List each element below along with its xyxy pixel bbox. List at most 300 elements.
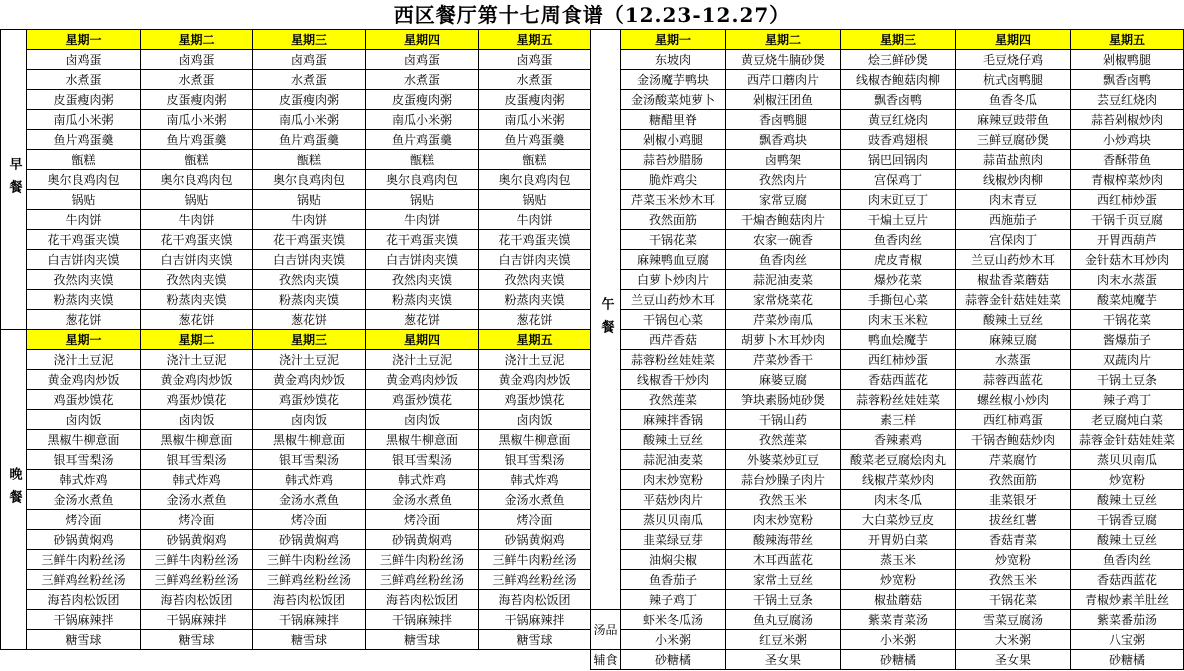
lunch-item: 芹菜腐竹 <box>955 449 1071 470</box>
breakfast-day-header: 星期四 <box>365 29 479 50</box>
soup-item: 八宝粥 <box>1070 629 1184 650</box>
lunch-item: 蒜蓉粉丝娃娃菜 <box>840 389 956 410</box>
breakfast-item: 花干鸡蛋夹馍 <box>26 229 141 250</box>
lunch-item: 西芹香菇 <box>620 329 726 350</box>
lunch-item: 家常豆腐 <box>725 189 841 210</box>
dinner-item: 海苔肉松饭团 <box>252 589 366 610</box>
dinner-item: 浇汁土豆泥 <box>140 349 253 370</box>
breakfast-item: 鱼片鸡蛋羹 <box>252 129 366 150</box>
lunch-item: 肉末水蒸蛋 <box>1070 269 1184 290</box>
dinner-item: 卤肉饭 <box>365 409 479 430</box>
lunch-item: 双蔬肉片 <box>1070 349 1184 370</box>
dinner-item: 三鲜牛肉粉丝汤 <box>140 549 253 570</box>
lunch-item: 干煸土豆片 <box>840 209 956 230</box>
dinner-item: 三鲜鸡丝粉丝汤 <box>26 569 141 590</box>
lunch-item: 干锅包心菜 <box>620 309 726 330</box>
soup-item: 大米粥 <box>955 629 1071 650</box>
lunch-item: 炒宽粉 <box>840 569 956 590</box>
lunch-item: 麻辣鸭血豆腐 <box>620 249 726 270</box>
lunch-item: 黄豆烧牛腩砂煲 <box>725 49 841 70</box>
dinner-item: 海苔肉松饭团 <box>365 589 479 610</box>
dinner-item: 黄金鸡肉炒饭 <box>478 369 591 390</box>
lunch-item: 鱼香肉丝 <box>840 229 956 250</box>
lunch-item: 蒸贝贝南瓜 <box>1070 449 1184 470</box>
lunch-item: 西芹口蘑肉片 <box>725 69 841 90</box>
breakfast-item: 锅贴 <box>478 189 591 210</box>
breakfast-item: 葱花饼 <box>365 309 479 330</box>
dinner-item: 糖雪球 <box>478 629 591 650</box>
lunch-item: 干锅香豆腐 <box>1070 509 1184 530</box>
dinner-item: 浇汁土豆泥 <box>26 349 141 370</box>
lunch-item: 剁椒鸭腿 <box>1070 49 1184 70</box>
breakfast-day-header: 星期一 <box>26 29 141 50</box>
dinner-item: 三鲜牛肉粉丝汤 <box>365 549 479 570</box>
lunch-item: 鱼香肉丝 <box>725 249 841 270</box>
lunch-item: 孜然面筋 <box>620 209 726 230</box>
dinner-item: 黄金鸡肉炒饭 <box>365 369 479 390</box>
lunch-item: 剁椒小鸡腿 <box>620 129 726 150</box>
lunch-item: 大白菜炒豆皮 <box>840 509 956 530</box>
lunch-item: 干锅千页豆腐 <box>1070 209 1184 230</box>
dinner-item: 黑椒牛柳意面 <box>365 429 479 450</box>
dinner-day-header: 星期一 <box>26 329 141 350</box>
lunch-item: 香菇西蓝花 <box>1070 569 1184 590</box>
dinner-item: 砂锅黄焖鸡 <box>365 529 479 550</box>
dinner-item: 鸡蛋炒馍花 <box>478 389 591 410</box>
dinner-item: 三鲜鸡丝粉丝汤 <box>140 569 253 590</box>
breakfast-item: 南瓜小米粥 <box>478 109 591 130</box>
soup-item: 小米粥 <box>840 629 956 650</box>
dinner-item: 韩式炸鸡 <box>252 469 366 490</box>
dinner-item: 浇汁土豆泥 <box>365 349 479 370</box>
lunch-item: 酸辣土豆丝 <box>955 309 1071 330</box>
lunch-item: 木耳西蓝花 <box>725 549 841 570</box>
breakfast-item: 葱花饼 <box>26 309 141 330</box>
lunch-item: 酱爆茄子 <box>1070 329 1184 350</box>
breakfast-item: 白吉饼肉夹馍 <box>478 249 591 270</box>
lunch-item: 胡萝卜木耳炒肉 <box>725 329 841 350</box>
lunch-item: 爆炒花菜 <box>840 269 956 290</box>
dinner-item: 卤肉饭 <box>26 409 141 430</box>
breakfast-item: 南瓜小米粥 <box>365 109 479 130</box>
breakfast-item: 奥尔良鸡肉包 <box>26 169 141 190</box>
breakfast-item: 甑糕 <box>365 149 479 170</box>
breakfast-item: 孜然肉夹馍 <box>478 269 591 290</box>
dinner-item: 三鲜牛肉粉丝汤 <box>478 549 591 570</box>
lunch-item: 青椒炒素羊肚丝 <box>1070 589 1184 610</box>
lunch-item: 飘香鸡块 <box>725 129 841 150</box>
breakfast-dinner-table <box>0 29 591 650</box>
breakfast-item: 葱花饼 <box>140 309 253 330</box>
dinner-item: 糖雪球 <box>26 629 141 650</box>
lunch-item: 香辣素鸡 <box>840 429 956 450</box>
breakfast-item: 葱花饼 <box>252 309 366 330</box>
breakfast-item: 孜然肉夹馍 <box>140 269 253 290</box>
lunch-day-header: 星期五 <box>1070 29 1184 50</box>
lunch-item: 肉末豇豆丁 <box>840 189 956 210</box>
lunch-day-header: 星期三 <box>840 29 956 50</box>
lunch-item: 肉末玉米粒 <box>840 309 956 330</box>
breakfast-item: 牛肉饼 <box>252 209 366 230</box>
dinner-item: 黄金鸡肉炒饭 <box>140 369 253 390</box>
breakfast-item: 水煮蛋 <box>26 69 141 90</box>
breakfast-day-header: 星期二 <box>140 29 253 50</box>
breakfast-item: 卤鸡蛋 <box>365 49 479 70</box>
breakfast-item: 水煮蛋 <box>365 69 479 90</box>
soup-item: 紫菜番茄汤 <box>1070 609 1184 630</box>
breakfast-item: 皮蛋瘦肉粥 <box>26 89 141 110</box>
dinner-item: 干锅麻辣拌 <box>478 609 591 630</box>
lunch-item: 家常土豆丝 <box>725 569 841 590</box>
lunch-item: 蒜泥油麦菜 <box>725 269 841 290</box>
breakfast-item: 鱼片鸡蛋羹 <box>478 129 591 150</box>
breakfast-item: 甑糕 <box>26 149 141 170</box>
dinner-item: 浇汁土豆泥 <box>478 349 591 370</box>
lunch-item: 干锅土豆条 <box>1070 369 1184 390</box>
lunch-item: 杭式卤鸭腿 <box>955 69 1071 90</box>
lunch-item: 外婆菜炒豇豆 <box>725 449 841 470</box>
breakfast-item: 牛肉饼 <box>26 209 141 230</box>
lunch-item: 蒜台炒臊子肉片 <box>725 469 841 490</box>
lunch-item: 线椒炒肉柳 <box>955 169 1071 190</box>
lunch-item: 蒜蓉金针菇娃娃菜 <box>955 289 1071 310</box>
lunch-item: 剁椒汪团鱼 <box>725 89 841 110</box>
breakfast-item: 粉蒸肉夹馍 <box>365 289 479 310</box>
lunch-item: 油焖尖椒 <box>620 549 726 570</box>
breakfast-item: 葱花饼 <box>478 309 591 330</box>
lunch-item: 宫保肉丁 <box>955 229 1071 250</box>
dinner-day-header: 星期三 <box>252 329 366 350</box>
dinner-item: 烤冷面 <box>252 509 366 530</box>
lunch-item: 肉末炒宽粉 <box>725 509 841 530</box>
meal-label-dinner-text: 晚餐 <box>6 466 22 513</box>
breakfast-item: 皮蛋瘦肉粥 <box>478 89 591 110</box>
meal-label-breakfast <box>0 29 27 330</box>
soup-item: 虾米冬瓜汤 <box>620 609 726 630</box>
dinner-item: 砂锅黄焖鸡 <box>252 529 366 550</box>
dinner-item: 糖雪球 <box>252 629 366 650</box>
lunch-item: 飘香卤鸭 <box>1070 69 1184 90</box>
dinner-day-header: 星期五 <box>478 329 591 350</box>
lunch-item: 三鲜豆腐砂煲 <box>955 129 1071 150</box>
dinner-item: 鸡蛋炒馍花 <box>140 389 253 410</box>
dinner-item: 黄金鸡肉炒饭 <box>26 369 141 390</box>
meal-label-breakfast-text: 早餐 <box>6 156 22 203</box>
breakfast-item: 甑糕 <box>478 149 591 170</box>
dinner-day-header: 星期四 <box>365 329 479 350</box>
dinner-item: 浇汁土豆泥 <box>252 349 366 370</box>
lunch-item: 芹菜炒南瓜 <box>725 309 841 330</box>
dinner-item: 金汤水煮鱼 <box>252 489 366 510</box>
lunch-item: 黄豆红烧肉 <box>840 109 956 130</box>
lunch-item: 干锅杏鲍菇炒肉 <box>955 429 1071 450</box>
dinner-item: 海苔肉松饭团 <box>140 589 253 610</box>
lunch-item: 农家一碗香 <box>725 229 841 250</box>
lunch-item: 蒸玉米 <box>840 549 956 570</box>
breakfast-item: 卤鸡蛋 <box>140 49 253 70</box>
breakfast-item: 锅贴 <box>140 189 253 210</box>
dinner-item: 黑椒牛柳意面 <box>478 429 591 450</box>
soup-item: 小米粥 <box>620 629 726 650</box>
lunch-item: 毛豆烧仔鸡 <box>955 49 1071 70</box>
lunch-item: 白萝卜炒肉片 <box>620 269 726 290</box>
side-item: 砂糖橘 <box>1070 649 1184 670</box>
breakfast-item: 奥尔良鸡肉包 <box>478 169 591 190</box>
lunch-item: 酸菜老豆腐烩肉丸 <box>840 449 956 470</box>
lunch-item: 香卤鸭腿 <box>725 109 841 130</box>
breakfast-item: 锅贴 <box>26 189 141 210</box>
lunch-item: 芸豆红烧肉 <box>1070 89 1184 110</box>
lunch-item: 脆炸鸡尖 <box>620 169 726 190</box>
lunch-item: 芹菜玉米炒木耳 <box>620 189 726 210</box>
breakfast-item: 鱼片鸡蛋羹 <box>365 129 479 150</box>
lunch-item: 蒜蓉粉丝娃娃菜 <box>620 349 726 370</box>
lunch-item: 锅巴回锅肉 <box>840 149 956 170</box>
breakfast-item: 水煮蛋 <box>140 69 253 90</box>
dinner-item: 鸡蛋炒馍花 <box>26 389 141 410</box>
lunch-item: 鱼香冬瓜 <box>955 89 1071 110</box>
breakfast-item: 南瓜小米粥 <box>26 109 141 130</box>
breakfast-item: 粉蒸肉夹馍 <box>252 289 366 310</box>
lunch-item: 酸辣土豆丝 <box>1070 489 1184 510</box>
dinner-item: 金汤水煮鱼 <box>365 489 479 510</box>
lunch-item: 西红柿炒蛋 <box>1070 189 1184 210</box>
breakfast-item: 白吉饼肉夹馍 <box>140 249 253 270</box>
soup-item: 雪菜豆腐汤 <box>955 609 1071 630</box>
dinner-item: 卤肉饭 <box>478 409 591 430</box>
dinner-item: 干锅麻辣拌 <box>140 609 253 630</box>
lunch-item: 西红柿鸡蛋 <box>955 409 1071 430</box>
lunch-item: 香酥带鱼 <box>1070 149 1184 170</box>
breakfast-item: 皮蛋瘦肉粥 <box>252 89 366 110</box>
lunch-item: 鱼香肉丝 <box>1070 549 1184 570</box>
dinner-item: 韩式炸鸡 <box>365 469 479 490</box>
lunch-item: 干锅花菜 <box>955 589 1071 610</box>
lunch-day-header: 星期一 <box>620 29 726 50</box>
lunch-item: 老豆腐炖白菜 <box>1070 409 1184 430</box>
breakfast-item: 孜然肉夹馍 <box>26 269 141 290</box>
breakfast-item: 水煮蛋 <box>252 69 366 90</box>
lunch-item: 素三样 <box>840 409 956 430</box>
lunch-item: 干煸杏鲍菇肉片 <box>725 209 841 230</box>
breakfast-item: 花干鸡蛋夹馍 <box>252 229 366 250</box>
dinner-item: 海苔肉松饭团 <box>26 589 141 610</box>
dinner-item: 鸡蛋炒馍花 <box>252 389 366 410</box>
dinner-item: 银耳雪梨汤 <box>478 449 591 470</box>
lunch-item: 辣子鸡丁 <box>620 589 726 610</box>
breakfast-item: 粉蒸肉夹馍 <box>26 289 141 310</box>
dinner-item: 海苔肉松饭团 <box>478 589 591 610</box>
lunch-item: 麻婆豆腐 <box>725 369 841 390</box>
breakfast-item: 牛肉饼 <box>478 209 591 230</box>
lunch-table <box>590 29 1184 670</box>
lunch-item: 兰豆山药炒木耳 <box>955 249 1071 270</box>
breakfast-item: 皮蛋瘦肉粥 <box>140 89 253 110</box>
lunch-item: 卤鸭架 <box>725 149 841 170</box>
breakfast-item: 皮蛋瘦肉粥 <box>365 89 479 110</box>
lunch-item: 拔丝红薯 <box>955 509 1071 530</box>
lunch-item: 辣子鸡丁 <box>1070 389 1184 410</box>
dinner-item: 银耳雪梨汤 <box>140 449 253 470</box>
lunch-item: 螺丝椒小炒肉 <box>955 389 1071 410</box>
dinner-item: 干锅麻辣拌 <box>26 609 141 630</box>
dinner-item: 黄金鸡肉炒饭 <box>252 369 366 390</box>
dinner-item: 三鲜鸡丝粉丝汤 <box>478 569 591 590</box>
side-item: 圣女果 <box>725 649 841 670</box>
lunch-item: 东坡肉 <box>620 49 726 70</box>
lunch-item: 干锅山药 <box>725 409 841 430</box>
breakfast-item: 甑糕 <box>252 149 366 170</box>
dinner-item: 金汤水煮鱼 <box>140 489 253 510</box>
breakfast-item: 孜然肉夹馍 <box>365 269 479 290</box>
dinner-item: 三鲜鸡丝粉丝汤 <box>365 569 479 590</box>
lunch-item: 麻辣拌香锅 <box>620 409 726 430</box>
meal-label-dinner <box>0 329 27 650</box>
breakfast-item: 卤鸡蛋 <box>26 49 141 70</box>
lunch-item: 虎皮青椒 <box>840 249 956 270</box>
lunch-item: 韭菜银牙 <box>955 489 1071 510</box>
lunch-item: 笋块素肠炖砂煲 <box>725 389 841 410</box>
lunch-item: 开胃西葫芦 <box>1070 229 1184 250</box>
dinner-item: 三鲜牛肉粉丝汤 <box>26 549 141 570</box>
lunch-item: 椒盐蘑菇 <box>840 589 956 610</box>
lunch-item: 平菇炒肉片 <box>620 489 726 510</box>
breakfast-item: 锅贴 <box>365 189 479 210</box>
meal-label-soup: 汤品 <box>590 609 621 650</box>
lunch-item: 西红柿炒蛋 <box>840 349 956 370</box>
breakfast-item: 粉蒸肉夹馍 <box>140 289 253 310</box>
breakfast-item: 奥尔良鸡肉包 <box>252 169 366 190</box>
dinner-item: 银耳雪梨汤 <box>252 449 366 470</box>
breakfast-day-header: 星期三 <box>252 29 366 50</box>
lunch-item: 孜然莲菜 <box>620 389 726 410</box>
meal-label-lunch-text: 午餐 <box>598 296 614 343</box>
lunch-item: 线椒杏鲍菇肉柳 <box>840 69 956 90</box>
lunch-item: 开胃奶白菜 <box>840 529 956 550</box>
soup-item: 红豆米粥 <box>725 629 841 650</box>
lunch-item: 飘香卤鸭 <box>840 89 956 110</box>
lunch-item: 酸辣土豆丝 <box>1070 529 1184 550</box>
lunch-day-header: 星期二 <box>725 29 841 50</box>
dinner-item: 糖雪球 <box>140 629 253 650</box>
dinner-item: 黑椒牛柳意面 <box>252 429 366 450</box>
lunch-item: 西施茄子 <box>955 209 1071 230</box>
breakfast-item: 牛肉饼 <box>365 209 479 230</box>
lunch-item: 肉末冬瓜 <box>840 489 956 510</box>
dinner-item: 金汤水煮鱼 <box>478 489 591 510</box>
breakfast-item: 花干鸡蛋夹馍 <box>365 229 479 250</box>
dinner-item: 卤肉饭 <box>252 409 366 430</box>
dinner-item: 砂锅黄焖鸡 <box>26 529 141 550</box>
breakfast-item: 南瓜小米粥 <box>252 109 366 130</box>
breakfast-item: 花干鸡蛋夹馍 <box>478 229 591 250</box>
lunch-item: 香菇青菜 <box>955 529 1071 550</box>
lunch-item: 鸭血烩魔芋 <box>840 329 956 350</box>
lunch-item: 蒸贝贝南瓜 <box>620 509 726 530</box>
dinner-item: 金汤水煮鱼 <box>26 489 141 510</box>
lunch-item: 家常烧菜花 <box>725 289 841 310</box>
page-title: 西区餐厅第十七周食谱（12.23-12.27） <box>393 3 791 27</box>
dinner-item: 干锅麻辣拌 <box>252 609 366 630</box>
lunch-item: 孜然肉片 <box>725 169 841 190</box>
dinner-item: 烤冷面 <box>26 509 141 530</box>
breakfast-item: 南瓜小米粥 <box>140 109 253 130</box>
breakfast-item: 白吉饼肉夹馍 <box>365 249 479 270</box>
breakfast-item: 甑糕 <box>140 149 253 170</box>
lunch-item: 宫保鸡丁 <box>840 169 956 190</box>
lunch-item: 肉末炒宽粉 <box>620 469 726 490</box>
dinner-item: 干锅麻辣拌 <box>365 609 479 630</box>
lunch-item: 金针菇木耳炒肉 <box>1070 249 1184 270</box>
lunch-item: 香菇西蓝花 <box>840 369 956 390</box>
meal-label-lunch <box>590 29 621 610</box>
breakfast-day-header: 星期五 <box>478 29 591 50</box>
breakfast-item: 水煮蛋 <box>478 69 591 90</box>
dinner-item: 韩式炸鸡 <box>140 469 253 490</box>
lunch-item: 线椒香干炒肉 <box>620 369 726 390</box>
lunch-item: 干锅土豆条 <box>725 589 841 610</box>
dinner-item: 韩式炸鸡 <box>478 469 591 490</box>
lunch-item: 糖醋里脊 <box>620 109 726 130</box>
dinner-item: 银耳雪梨汤 <box>365 449 479 470</box>
breakfast-item: 牛肉饼 <box>140 209 253 230</box>
side-item: 砂糖橘 <box>620 649 726 670</box>
lunch-item: 蒜蓉西蓝花 <box>955 369 1071 390</box>
lunch-item: 酸辣海带丝 <box>725 529 841 550</box>
dinner-item: 银耳雪梨汤 <box>26 449 141 470</box>
breakfast-item: 粉蒸肉夹馍 <box>478 289 591 310</box>
lunch-item: 干锅花菜 <box>1070 309 1184 330</box>
breakfast-item: 锅贴 <box>252 189 366 210</box>
lunch-item: 豉香鸡翅根 <box>840 129 956 150</box>
dinner-item: 砂锅黄焖鸡 <box>478 529 591 550</box>
lunch-item: 蒜苔剁椒炒肉 <box>1070 109 1184 130</box>
dinner-item: 鸡蛋炒馍花 <box>365 389 479 410</box>
meal-label-side: 辅食 <box>590 649 621 670</box>
dinner-item: 黑椒牛柳意面 <box>26 429 141 450</box>
soup-item: 紫菜青菜汤 <box>840 609 956 630</box>
breakfast-item: 白吉饼肉夹馍 <box>252 249 366 270</box>
dinner-item: 三鲜牛肉粉丝汤 <box>252 549 366 570</box>
lunch-item: 蒜苔炒腊肠 <box>620 149 726 170</box>
breakfast-item: 孜然肉夹馍 <box>252 269 366 290</box>
breakfast-item: 鱼片鸡蛋羹 <box>140 129 253 150</box>
lunch-item: 孜然玉米 <box>725 489 841 510</box>
lunch-item: 青椒榨菜炒肉 <box>1070 169 1184 190</box>
breakfast-item: 奥尔良鸡肉包 <box>140 169 253 190</box>
dinner-item: 糖雪球 <box>365 629 479 650</box>
lunch-item: 线椒芹菜炒肉 <box>840 469 956 490</box>
lunch-item: 蒜蓉金针菇娃娃菜 <box>1070 429 1184 450</box>
breakfast-item: 卤鸡蛋 <box>252 49 366 70</box>
lunch-item: 麻辣豆腐 <box>955 329 1071 350</box>
side-item: 砂糖橘 <box>840 649 956 670</box>
breakfast-item: 奥尔良鸡肉包 <box>365 169 479 190</box>
lunch-item: 孜然莲菜 <box>725 429 841 450</box>
lunch-item: 炒宽粉 <box>1070 469 1184 490</box>
lunch-item: 麻辣豆豉带鱼 <box>955 109 1071 130</box>
lunch-item: 水蒸蛋 <box>955 349 1071 370</box>
lunch-item: 炒宽粉 <box>955 549 1071 570</box>
dinner-item: 黑椒牛柳意面 <box>140 429 253 450</box>
dinner-item: 韩式炸鸡 <box>26 469 141 490</box>
breakfast-item: 白吉饼肉夹馍 <box>26 249 141 270</box>
breakfast-item: 鱼片鸡蛋羹 <box>26 129 141 150</box>
dinner-item: 烤冷面 <box>365 509 479 530</box>
lunch-item: 孜然面筋 <box>955 469 1071 490</box>
breakfast-item: 花干鸡蛋夹馍 <box>140 229 253 250</box>
lunch-item: 金汤酸菜炖萝卜 <box>620 89 726 110</box>
